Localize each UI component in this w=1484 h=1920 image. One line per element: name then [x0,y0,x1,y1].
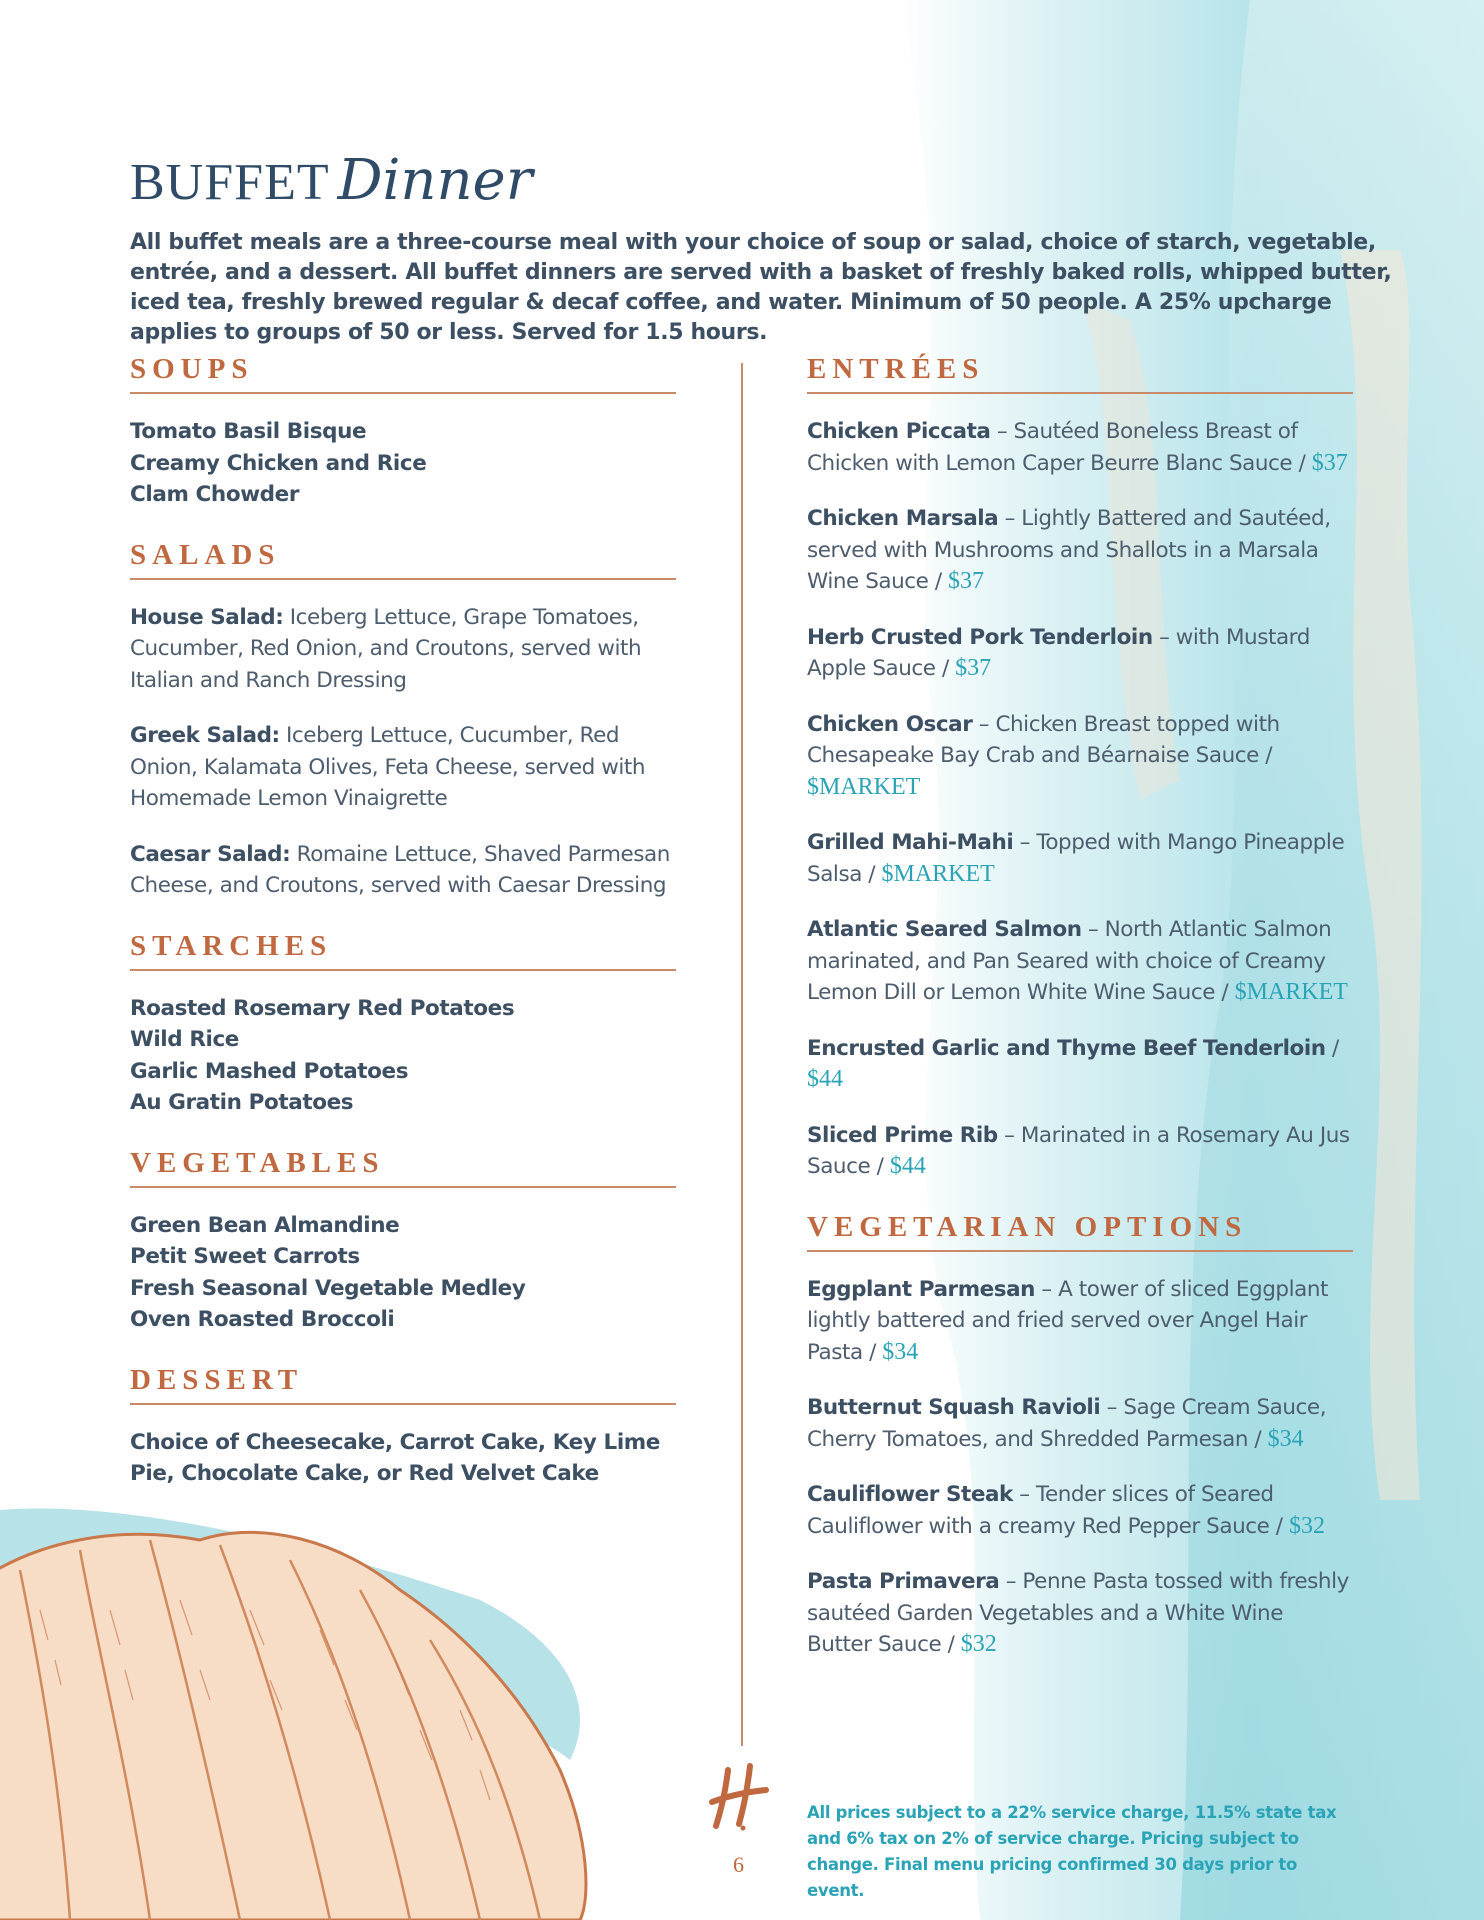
list-item: Fresh Seasonal Vegetable Medley [130,1275,526,1301]
item-price: $MARKET [1234,979,1348,1005]
item-description: Iceberg Lettuce, Cucumber, Red Onion, Kalamata Olives, Feta Cheese, served with Homemade Lemon Vinaigrette [130,723,646,811]
list-item: Clam Chowder [130,482,300,507]
item-description: – Sautéed Boneless Breast of Chicken with Lemon Caper Beurre Blanc Sauce / [807,419,1312,476]
item-price: $MARKET [881,860,995,887]
item-name: Chicken Oscar [807,711,973,737]
item-price: $44 [889,1153,926,1179]
menu-item [807,827,1353,890]
item-price: $37 [1311,449,1348,476]
item-name: Herb Crusted Pork Tenderloin [807,624,1153,650]
menu-item [130,602,676,697]
item-price: $32 [1288,1512,1325,1539]
menu-item [807,1033,1353,1096]
vegetables-list [130,1210,676,1336]
hotel-logo-icon [706,1762,772,1832]
item-price: $34 [1267,1425,1304,1452]
item-description: – Lightly Battered and Sautéed, served with Mushrooms and Shallots in a Marsala Wine Sauce / [807,506,1331,594]
starches-section [130,930,676,1119]
title-main: BUFFET [130,154,330,211]
page-title [130,148,532,213]
item-name: Encrusted Garlic and Thyme Beef Tenderloin [807,1035,1326,1061]
vegetables-heading: VEGETABLES [130,1147,676,1188]
menu-item [807,1120,1353,1183]
list-item: Au Gratin Potatoes [130,1090,354,1115]
intro-paragraph: All buffet meals are a three-course meal with your choice of soup or salad, choice of starch, vegetable, entrée, and a dessert. All buffet dinners are served with a basket of freshly baked rolls, whipped butter, iced tea, freshly brewed regular & decaf coffee, and water. Minimum of 50 people. A 25% upcharge applies to groups of 50 or less. Served for 1.5 hours. [130,230,1392,345]
starches-list [130,993,676,1119]
item-name: Grilled Mahi-Mahi [807,830,1014,855]
item-price: $MARKET [807,773,921,800]
menu-item [807,914,1353,1009]
item-price: $44 [807,1066,843,1092]
item-description: – Marinated in a Rosemary Au Jus Sauce / [807,1122,1350,1179]
item-description: – North Atlantic Salmon marinated, and Pan Seared with choice of Creamy Lemon Dill or Lemon White Wine Sauce / [807,917,1332,1005]
item-description: – with Mustard Apple Sauce / [807,624,1310,681]
dessert-heading: DESSERT [130,1364,676,1405]
item-name: Pasta Primavera [807,1569,1000,1594]
page-number: 6 [733,1852,744,1877]
salads-section [130,539,676,902]
menu-item [807,416,1353,479]
vegetarian-heading: VEGETARIAN OPTIONS [807,1211,1353,1252]
item-name: House Salad: [130,604,284,630]
right-column [807,353,1353,1689]
list-item: Oven Roasted Broccoli [130,1307,395,1332]
item-description: Iceberg Lettuce, Grape Tomatoes, Cucumber, Red Onion, and Croutons, served with Italian and Ranch Dressing [130,604,642,693]
item-price: $37 [955,655,992,681]
list-item: Wild Rice [130,1027,239,1052]
item-description: – Topped with Mango Pineapple Salsa / [807,830,1345,887]
item-description: – Penne Pasta tossed with freshly sautéed Garden Vegetables and a White Wine Butter Sauce / [807,1569,1349,1657]
starches-heading: STARCHES [130,930,676,971]
menu-item [807,622,1353,685]
dessert-section [130,1364,676,1490]
item-name: Butternut Squash Ravioli [807,1395,1101,1420]
vegetables-section [130,1147,676,1336]
soups-section [130,353,676,511]
item-name: Chicken Marsala [807,506,999,531]
item-price: $37 [948,568,985,594]
item-name: Greek Salad: [130,723,280,748]
menu-item [807,503,1353,598]
menu-item [807,1479,1353,1542]
list-item: Green Bean Almandine [130,1212,400,1238]
left-column [130,353,676,1518]
item-name: Eggplant Parmesan [807,1276,1036,1302]
soups-heading: SOUPS [130,353,676,394]
item-description: – Tender slices of Seared Cauliflower with a creamy Red Pepper Sauce / [807,1482,1289,1539]
item-description: – Sage Cream Sauce, Cherry Tomatoes, and Shredded Parmesan / [807,1395,1327,1452]
list-item: Roasted Rosemary Red Potatoes [130,995,515,1021]
menu-item [130,839,676,902]
item-name: Atlantic Seared Salmon [807,917,1082,942]
item-name: Sliced Prime Rib [807,1122,998,1148]
list-item: Tomato Basil Bisque [130,419,367,444]
vegetarian-section [807,1211,1353,1661]
item-description: Romaine Lettuce, Shaved Parmesan Cheese, and Croutons, served with Caesar Dressing [130,841,670,898]
item-name: Chicken Piccata [807,419,991,444]
menu-item [807,1392,1353,1455]
salads-heading: SALADS [130,539,676,580]
entrees-section [807,353,1353,1183]
title-script: Dinner [337,148,533,213]
menu-item [807,1566,1353,1661]
item-name: Cauliflower Steak [807,1482,1013,1507]
pricing-footnote: All prices subject to a 22% service charge, 11.5% state tax and 6% tax on 2% of service charge. Pricing subject to change. Final menu pricing confirmed 30 days prior to event. [807,1803,1337,1900]
item-price: $34 [882,1338,919,1365]
menu-item [130,720,676,815]
entrees-heading: ENTRÉES [807,353,1353,394]
item-price: $32 [960,1631,997,1657]
item-description: – Chicken Breast topped with Chesapeake Bay Crab and Béarnaise Sauce / [807,711,1280,768]
item-description: – A tower of sliced Eggplant lightly battered and fried served over Angel Hair Pasta / [807,1276,1328,1365]
column-divider [741,363,743,1746]
list-item: Petit Sweet Carrots [130,1244,360,1269]
item-name: Caesar Salad: [130,841,291,867]
list-item: Creamy Chicken and Rice [130,450,427,476]
soups-list [130,416,676,511]
dessert-choices: Choice of Cheesecake, Carrot Cake, Key Lime Pie, Chocolate Cake, or Red Velvet Cake [130,1429,660,1486]
menu-item [807,709,1353,804]
item-description: / [1325,1035,1339,1061]
list-item: Garlic Mashed Potatoes [130,1058,409,1084]
menu-item [807,1274,1353,1369]
